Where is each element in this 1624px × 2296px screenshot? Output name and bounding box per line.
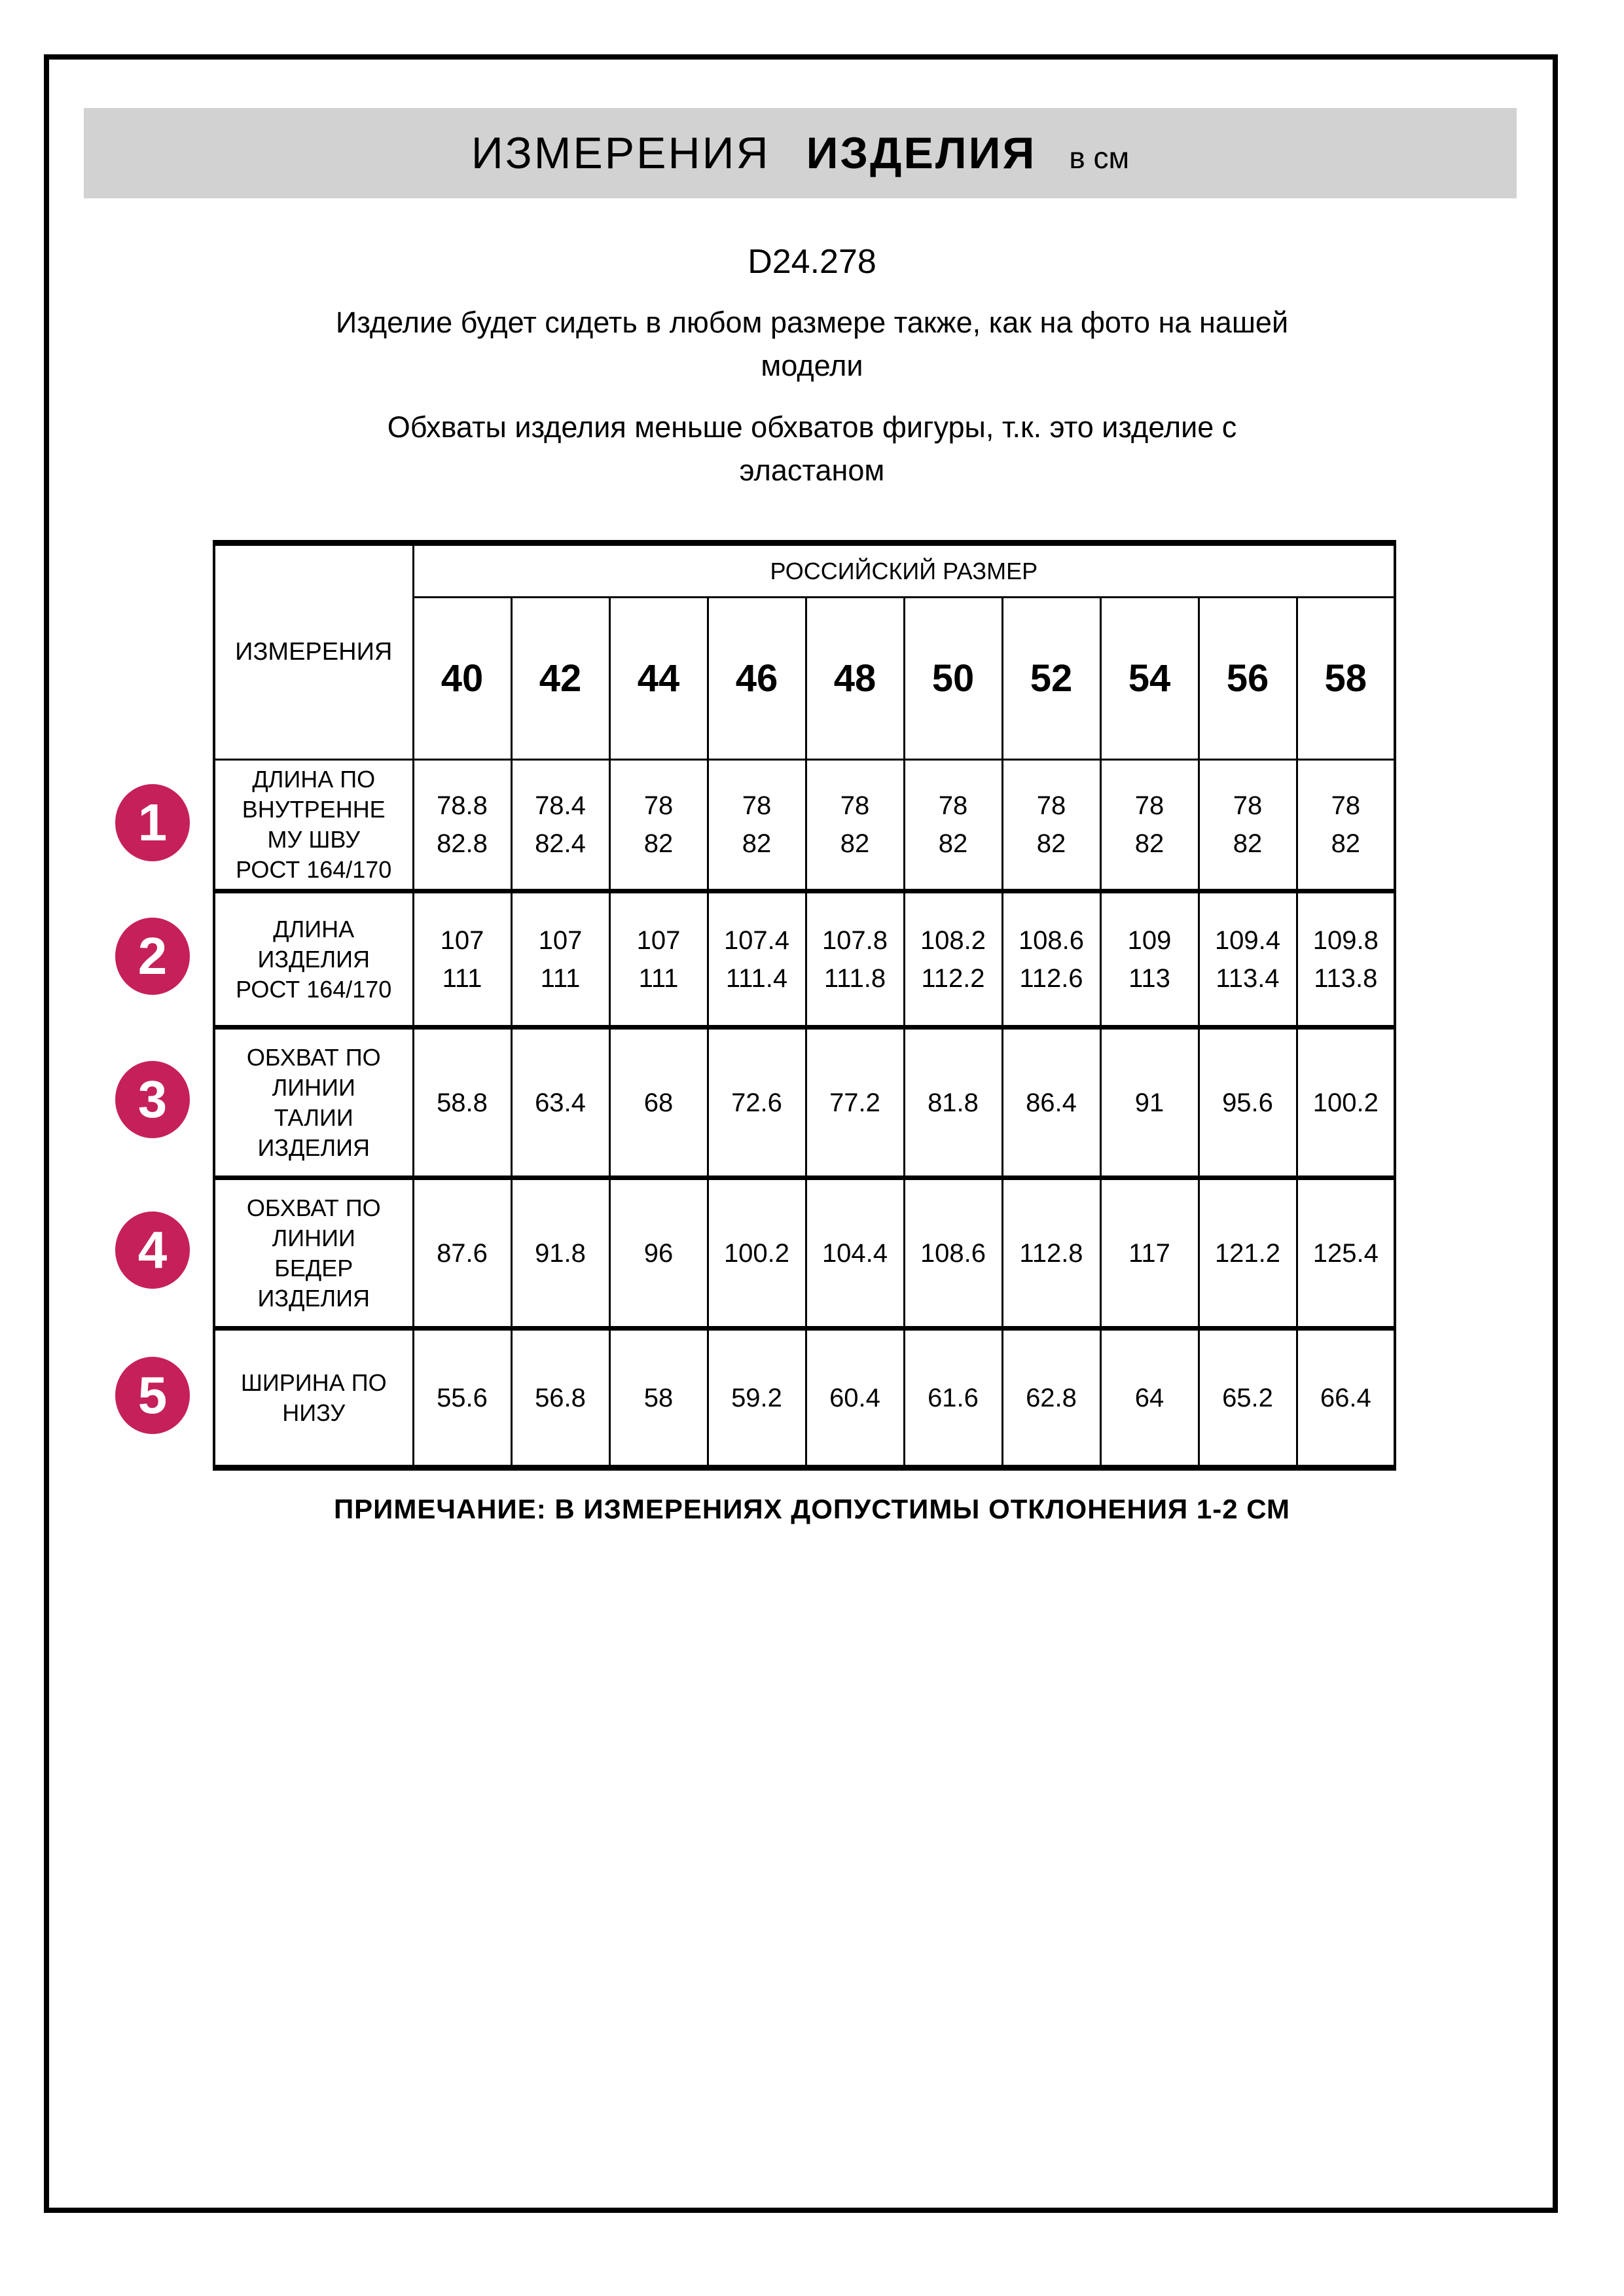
page-title-units: в см	[1069, 141, 1130, 175]
row-label-line: ЛИНИИ	[272, 1073, 355, 1101]
value-cell: 58.8	[413, 1028, 511, 1178]
value-cell	[1199, 760, 1297, 891]
row-label-line: ИЗДЕЛИЯ	[257, 1134, 370, 1161]
row-label-line: МУ ШВУ	[267, 826, 361, 853]
value-line: 82	[1233, 829, 1263, 858]
value-cell	[511, 760, 609, 891]
value-cell	[511, 891, 609, 1028]
russian-size-header: РОССИЙСКИЙ РАЗМЕР	[413, 543, 1395, 598]
table-row	[214, 1028, 1395, 1178]
value-line: 78	[840, 791, 870, 820]
value-line: 113.8	[1314, 963, 1378, 993]
intro-fit-note: Изделие будет сидеть в любом размере также, как на фото на нашей модели	[335, 306, 1289, 382]
row-number-badge-3: 3	[115, 1061, 190, 1138]
value-cell	[1100, 891, 1199, 1028]
value-cell: 96	[609, 1178, 708, 1329]
value-line: 78.8	[437, 791, 488, 820]
value-cell: 64	[1100, 1329, 1199, 1468]
measurements-table	[213, 540, 1396, 1471]
row-number-badge-4: 4	[115, 1211, 190, 1289]
value-line: 82	[1331, 829, 1361, 858]
value-line: 107.8	[821, 925, 888, 955]
value-line: 113.4	[1216, 963, 1280, 993]
value-cell	[413, 891, 511, 1028]
row-label	[214, 1329, 413, 1468]
value-cell: 68	[609, 1028, 708, 1178]
page-title-measurements: ИЗМЕРЕНИЯ	[471, 128, 770, 178]
row-label	[214, 891, 413, 1028]
value-cell: 104.4	[806, 1178, 904, 1329]
value-cell: 91.8	[511, 1178, 609, 1329]
value-cell: 58	[609, 1329, 708, 1468]
value-line: 111	[540, 963, 581, 993]
table-row	[214, 760, 1395, 891]
value-line: 82	[643, 829, 674, 858]
value-cell: 81.8	[904, 1028, 1002, 1178]
value-line: 78	[1233, 791, 1263, 820]
value-cell: 55.6	[413, 1329, 511, 1468]
row-label	[214, 760, 413, 891]
value-cell: 100.2	[1297, 1028, 1395, 1178]
value-cell	[609, 891, 708, 1028]
value-line: 111.4	[725, 963, 788, 993]
size-column-header-46: 46	[708, 598, 806, 760]
value-cell: 125.4	[1297, 1178, 1395, 1329]
row-label-line: ЛИНИИ	[272, 1224, 355, 1251]
size-column-header-40: 40	[413, 598, 511, 760]
value-line: 82	[742, 829, 772, 858]
row-number-badge-2: 2	[115, 918, 190, 995]
value-line: 78.4	[535, 791, 586, 820]
value-cell	[904, 891, 1002, 1028]
row-label-line: ДЛИНА	[273, 915, 355, 942]
value-line: 78	[938, 791, 968, 820]
value-line: 82	[1134, 829, 1164, 858]
value-line: 108.2	[920, 925, 986, 955]
value-line: 109.8	[1312, 925, 1379, 955]
value-cell	[413, 760, 511, 891]
value-cell	[1002, 760, 1100, 891]
value-cell: 63.4	[511, 1028, 609, 1178]
intro-elastane-note: Обхваты изделия меньше обхватов фигуры, т.к. это изделие с эластаном	[387, 410, 1237, 487]
value-cell: 86.4	[1002, 1028, 1100, 1178]
value-cell: 112.8	[1002, 1178, 1100, 1329]
row-label-line: ОБХВАТ ПО	[246, 1194, 381, 1221]
table-row	[214, 1329, 1395, 1468]
value-cell: 65.2	[1199, 1329, 1297, 1468]
product-code: D24.278	[748, 243, 876, 281]
value-cell	[708, 891, 806, 1028]
value-line: 107	[538, 925, 583, 955]
value-cell: 95.6	[1199, 1028, 1297, 1178]
title-bar	[84, 108, 1517, 198]
value-line: 108.6	[1018, 925, 1085, 955]
measurements-table-zone	[0, 540, 1624, 1471]
size-column-header-58: 58	[1297, 598, 1395, 760]
row-number-badge-5: 5	[115, 1357, 190, 1434]
tolerance-note: ПРИМЕЧАНИЕ: В ИЗМЕРЕНИЯХ ДОПУСТИМЫ ОТКЛОНЕНИЯ 1-2 СМ	[333, 1494, 1291, 1524]
size-column-header-44: 44	[609, 598, 708, 760]
value-cell: 121.2	[1199, 1178, 1297, 1329]
value-line: 82.8	[437, 829, 488, 858]
value-line: 109.4	[1214, 925, 1281, 955]
value-cell: 117	[1100, 1178, 1199, 1329]
row-label-line: ДЛИНА ПО	[252, 766, 376, 793]
value-cell	[1199, 891, 1297, 1028]
table-row	[214, 1178, 1395, 1329]
value-cell	[1100, 760, 1199, 891]
value-cell: 108.6	[904, 1178, 1002, 1329]
value-line: 78	[1036, 791, 1066, 820]
row-label-line: ИЗДЕЛИЯ	[257, 1284, 370, 1312]
value-line: 111	[638, 963, 679, 993]
row-label	[214, 1178, 413, 1329]
size-column-header-54: 54	[1100, 598, 1199, 760]
size-column-header-48: 48	[806, 598, 904, 760]
value-line: 82	[938, 829, 968, 858]
value-line: 82	[1036, 829, 1066, 858]
row-label-line: БЕДЕР	[274, 1254, 353, 1282]
measurements-column-header: ИЗМЕРЕНИЯ	[214, 543, 413, 760]
row-label-line: ИЗДЕЛИЯ	[257, 945, 370, 973]
page-title-product-word: ИЗДЕЛИЯ	[806, 128, 1037, 178]
value-cell: 59.2	[708, 1329, 806, 1468]
value-line: 107	[636, 925, 681, 955]
size-column-header-52: 52	[1002, 598, 1100, 760]
value-cell: 91	[1100, 1028, 1199, 1178]
value-cell: 60.4	[806, 1329, 904, 1468]
value-cell	[806, 891, 904, 1028]
row-label-line: ВНУТРЕННЕ	[242, 796, 386, 823]
value-line: 82.4	[535, 829, 586, 858]
value-line: 82	[840, 829, 870, 858]
value-line: 78	[643, 791, 674, 820]
row-number-badge-1: 1	[115, 784, 190, 861]
value-line: 113	[1128, 963, 1170, 993]
value-cell: 66.4	[1297, 1329, 1395, 1468]
value-line: 109	[1127, 925, 1172, 955]
row-label-line: РОСТ 164/170	[236, 975, 392, 1003]
value-cell	[1297, 760, 1395, 891]
row-label-line: ТАЛИИ	[274, 1103, 353, 1131]
value-cell: 62.8	[1002, 1329, 1100, 1468]
value-line: 78	[742, 791, 772, 820]
row-label-line: РОСТ 164/170	[236, 856, 392, 883]
value-line: 111	[442, 963, 482, 993]
value-cell	[708, 760, 806, 891]
value-line: 78	[1134, 791, 1164, 820]
size-column-header-42: 42	[511, 598, 609, 760]
value-line: 112.6	[1019, 963, 1083, 993]
value-line: 107	[440, 925, 484, 955]
value-cell	[904, 760, 1002, 891]
value-cell: 100.2	[708, 1178, 806, 1329]
value-cell: 87.6	[413, 1178, 511, 1329]
row-label-line: ШИРИНА ПО	[240, 1369, 387, 1396]
value-cell: 72.6	[708, 1028, 806, 1178]
value-line: 107.4	[723, 925, 790, 955]
value-cell: 77.2	[806, 1028, 904, 1178]
value-cell	[1002, 891, 1100, 1028]
value-cell: 61.6	[904, 1329, 1002, 1468]
value-cell	[609, 760, 708, 891]
value-line: 78	[1331, 791, 1361, 820]
row-label-line: ОБХВАТ ПО	[246, 1043, 381, 1071]
value-cell	[806, 760, 904, 891]
row-label	[214, 1028, 413, 1178]
table-row	[214, 891, 1395, 1028]
value-line: 111.8	[823, 963, 886, 993]
value-cell: 56.8	[511, 1329, 609, 1468]
size-column-header-56: 56	[1199, 598, 1297, 760]
row-label-line: НИЗУ	[282, 1399, 346, 1426]
value-line: 112.2	[921, 963, 985, 993]
size-column-header-50: 50	[904, 598, 1002, 760]
value-cell	[1297, 891, 1395, 1028]
